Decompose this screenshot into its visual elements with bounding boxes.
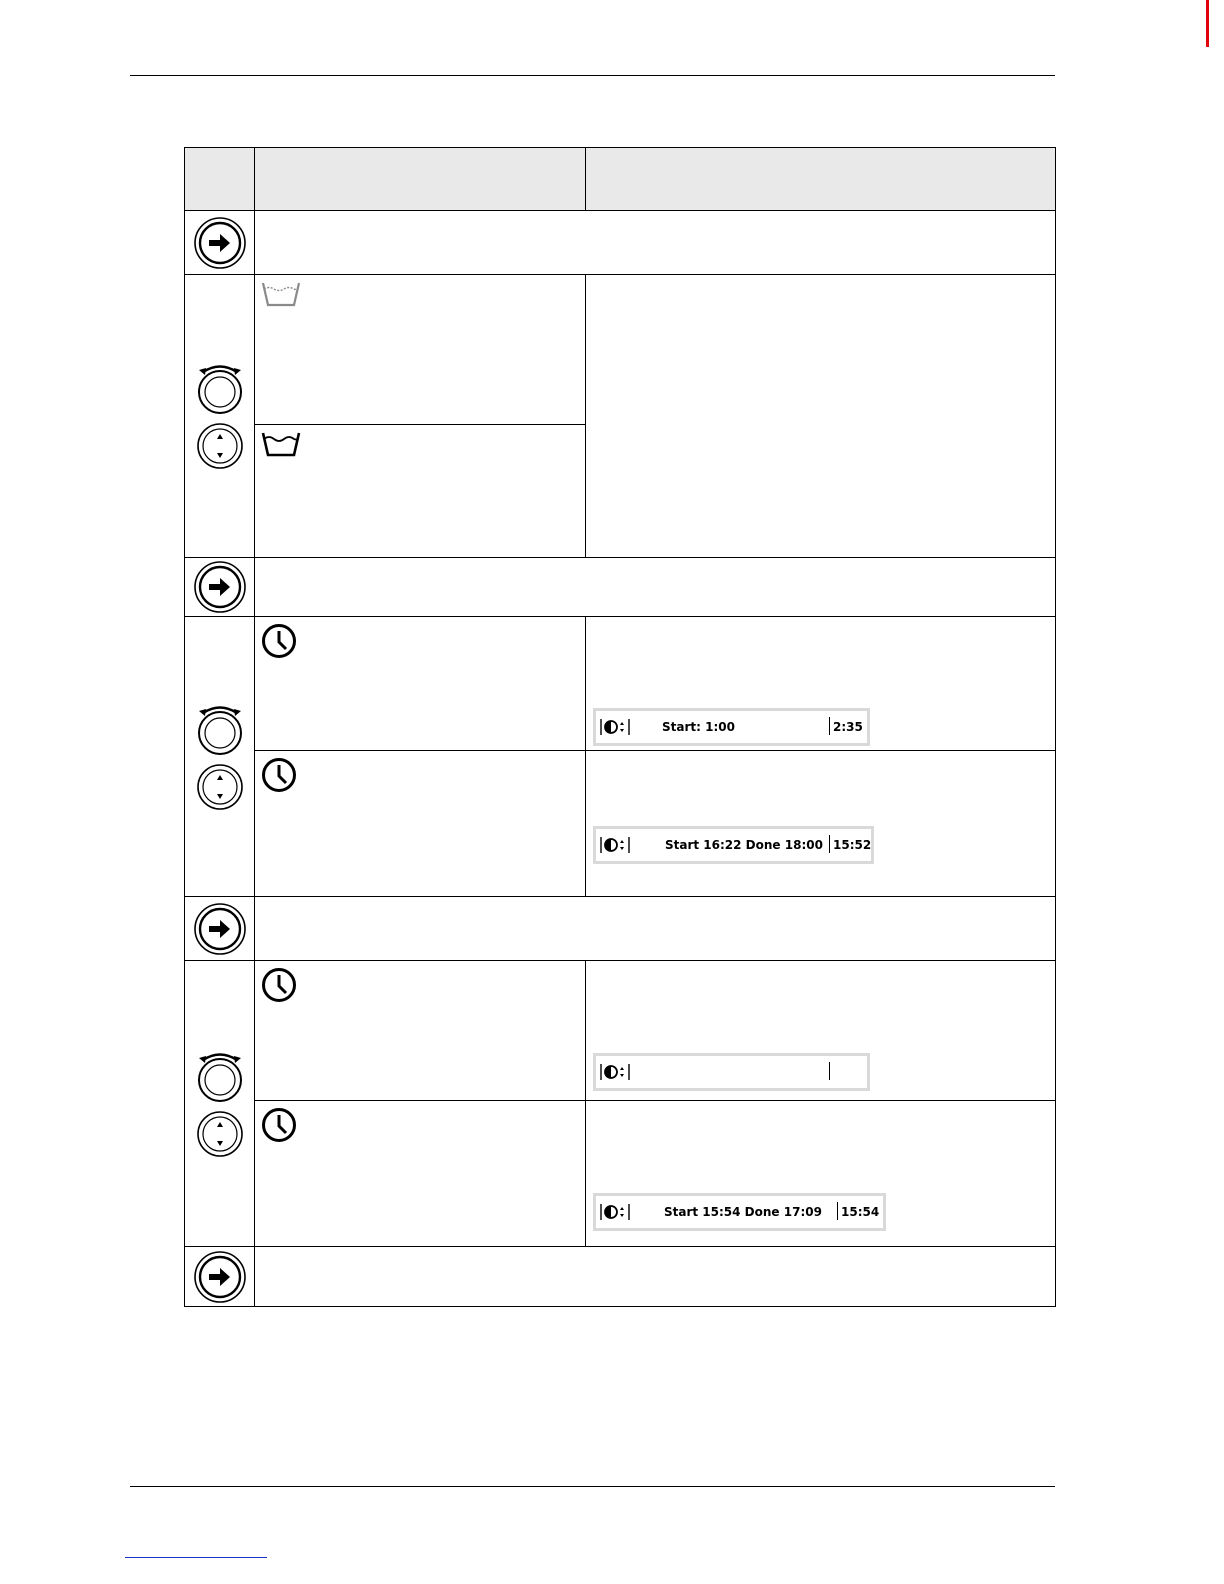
display-separator	[829, 835, 830, 853]
header-cell-step	[185, 148, 255, 211]
step-icon-cell	[185, 1247, 255, 1307]
option-cell	[255, 751, 586, 897]
wash-tub-icon	[261, 431, 301, 457]
option-cell	[255, 617, 586, 751]
clock-icon	[261, 623, 297, 659]
half-moon-updown-icon	[600, 717, 630, 737]
step-text-cell	[255, 1247, 1056, 1307]
clock-icon	[261, 967, 297, 1003]
description-cell	[586, 751, 1056, 897]
option-cell	[255, 1101, 586, 1247]
up-down-button-icon	[196, 422, 244, 470]
table-row	[185, 617, 1056, 751]
rotary-knob-icon	[195, 703, 245, 755]
display-panel	[593, 1053, 870, 1091]
footer-rule	[130, 1486, 1055, 1487]
display-separator	[829, 1062, 830, 1080]
up-down-button-icon	[196, 1110, 244, 1158]
procedure-table	[184, 147, 1056, 1307]
table-row	[185, 897, 1056, 961]
table-row	[185, 751, 1056, 897]
table-row	[185, 558, 1056, 617]
header-cell-option	[255, 148, 586, 211]
display-panel	[593, 1193, 886, 1231]
display-separator	[837, 1202, 838, 1220]
step-icon-cell	[185, 211, 255, 275]
footer-link-underline	[125, 1557, 267, 1558]
clock-icon	[261, 757, 297, 793]
clock-icon	[261, 1107, 297, 1143]
half-moon-updown-icon	[600, 835, 630, 855]
display-status-text: Start 15:54 Done 17:09	[664, 1205, 822, 1219]
arrow-right-button-icon	[193, 902, 247, 956]
step-text-cell	[255, 211, 1056, 275]
arrow-right-button-icon	[193, 1250, 247, 1304]
rotary-knob-icon	[195, 1050, 245, 1102]
option-cell	[255, 961, 586, 1101]
description-cell	[586, 617, 1056, 751]
half-moon-updown-icon	[600, 1202, 630, 1222]
step-icon-cell	[185, 617, 255, 897]
arrow-right-button-icon	[193, 560, 247, 614]
display-panel	[593, 708, 870, 746]
display-status-text: Start: 1:00	[662, 720, 735, 734]
display-separator	[829, 717, 830, 735]
display-clock-time: 15:52	[833, 838, 872, 852]
step-text-cell	[255, 558, 1056, 617]
rotary-knob-icon	[195, 362, 245, 414]
option-cell	[255, 275, 586, 425]
option-cell	[255, 425, 586, 558]
display-status-text: Start 16:22 Done 18:00	[665, 838, 823, 852]
step-icon-cell	[185, 961, 255, 1247]
table-row	[185, 275, 1056, 425]
description-cell	[586, 275, 1056, 558]
step-icon-cell	[185, 275, 255, 558]
description-cell	[586, 1101, 1056, 1247]
step-icon-cell	[185, 897, 255, 961]
header-rule	[130, 75, 1055, 76]
header-cell-description	[586, 148, 1056, 211]
display-panel	[593, 826, 874, 864]
display-clock-time: 2:35	[833, 720, 863, 734]
table-row	[185, 1247, 1056, 1307]
page-edge-marker	[1206, 0, 1209, 47]
table-row	[185, 1101, 1056, 1247]
table-header-row	[185, 148, 1056, 211]
step-icon-cell	[185, 558, 255, 617]
table-row	[185, 211, 1056, 275]
display-clock-time: 15:54	[841, 1205, 880, 1219]
half-moon-updown-icon	[600, 1062, 630, 1082]
up-down-button-icon	[196, 763, 244, 811]
arrow-right-button-icon	[193, 216, 247, 270]
step-text-cell	[255, 897, 1056, 961]
wash-tub-icon	[261, 281, 301, 307]
table-row	[185, 961, 1056, 1101]
description-cell	[586, 961, 1056, 1101]
